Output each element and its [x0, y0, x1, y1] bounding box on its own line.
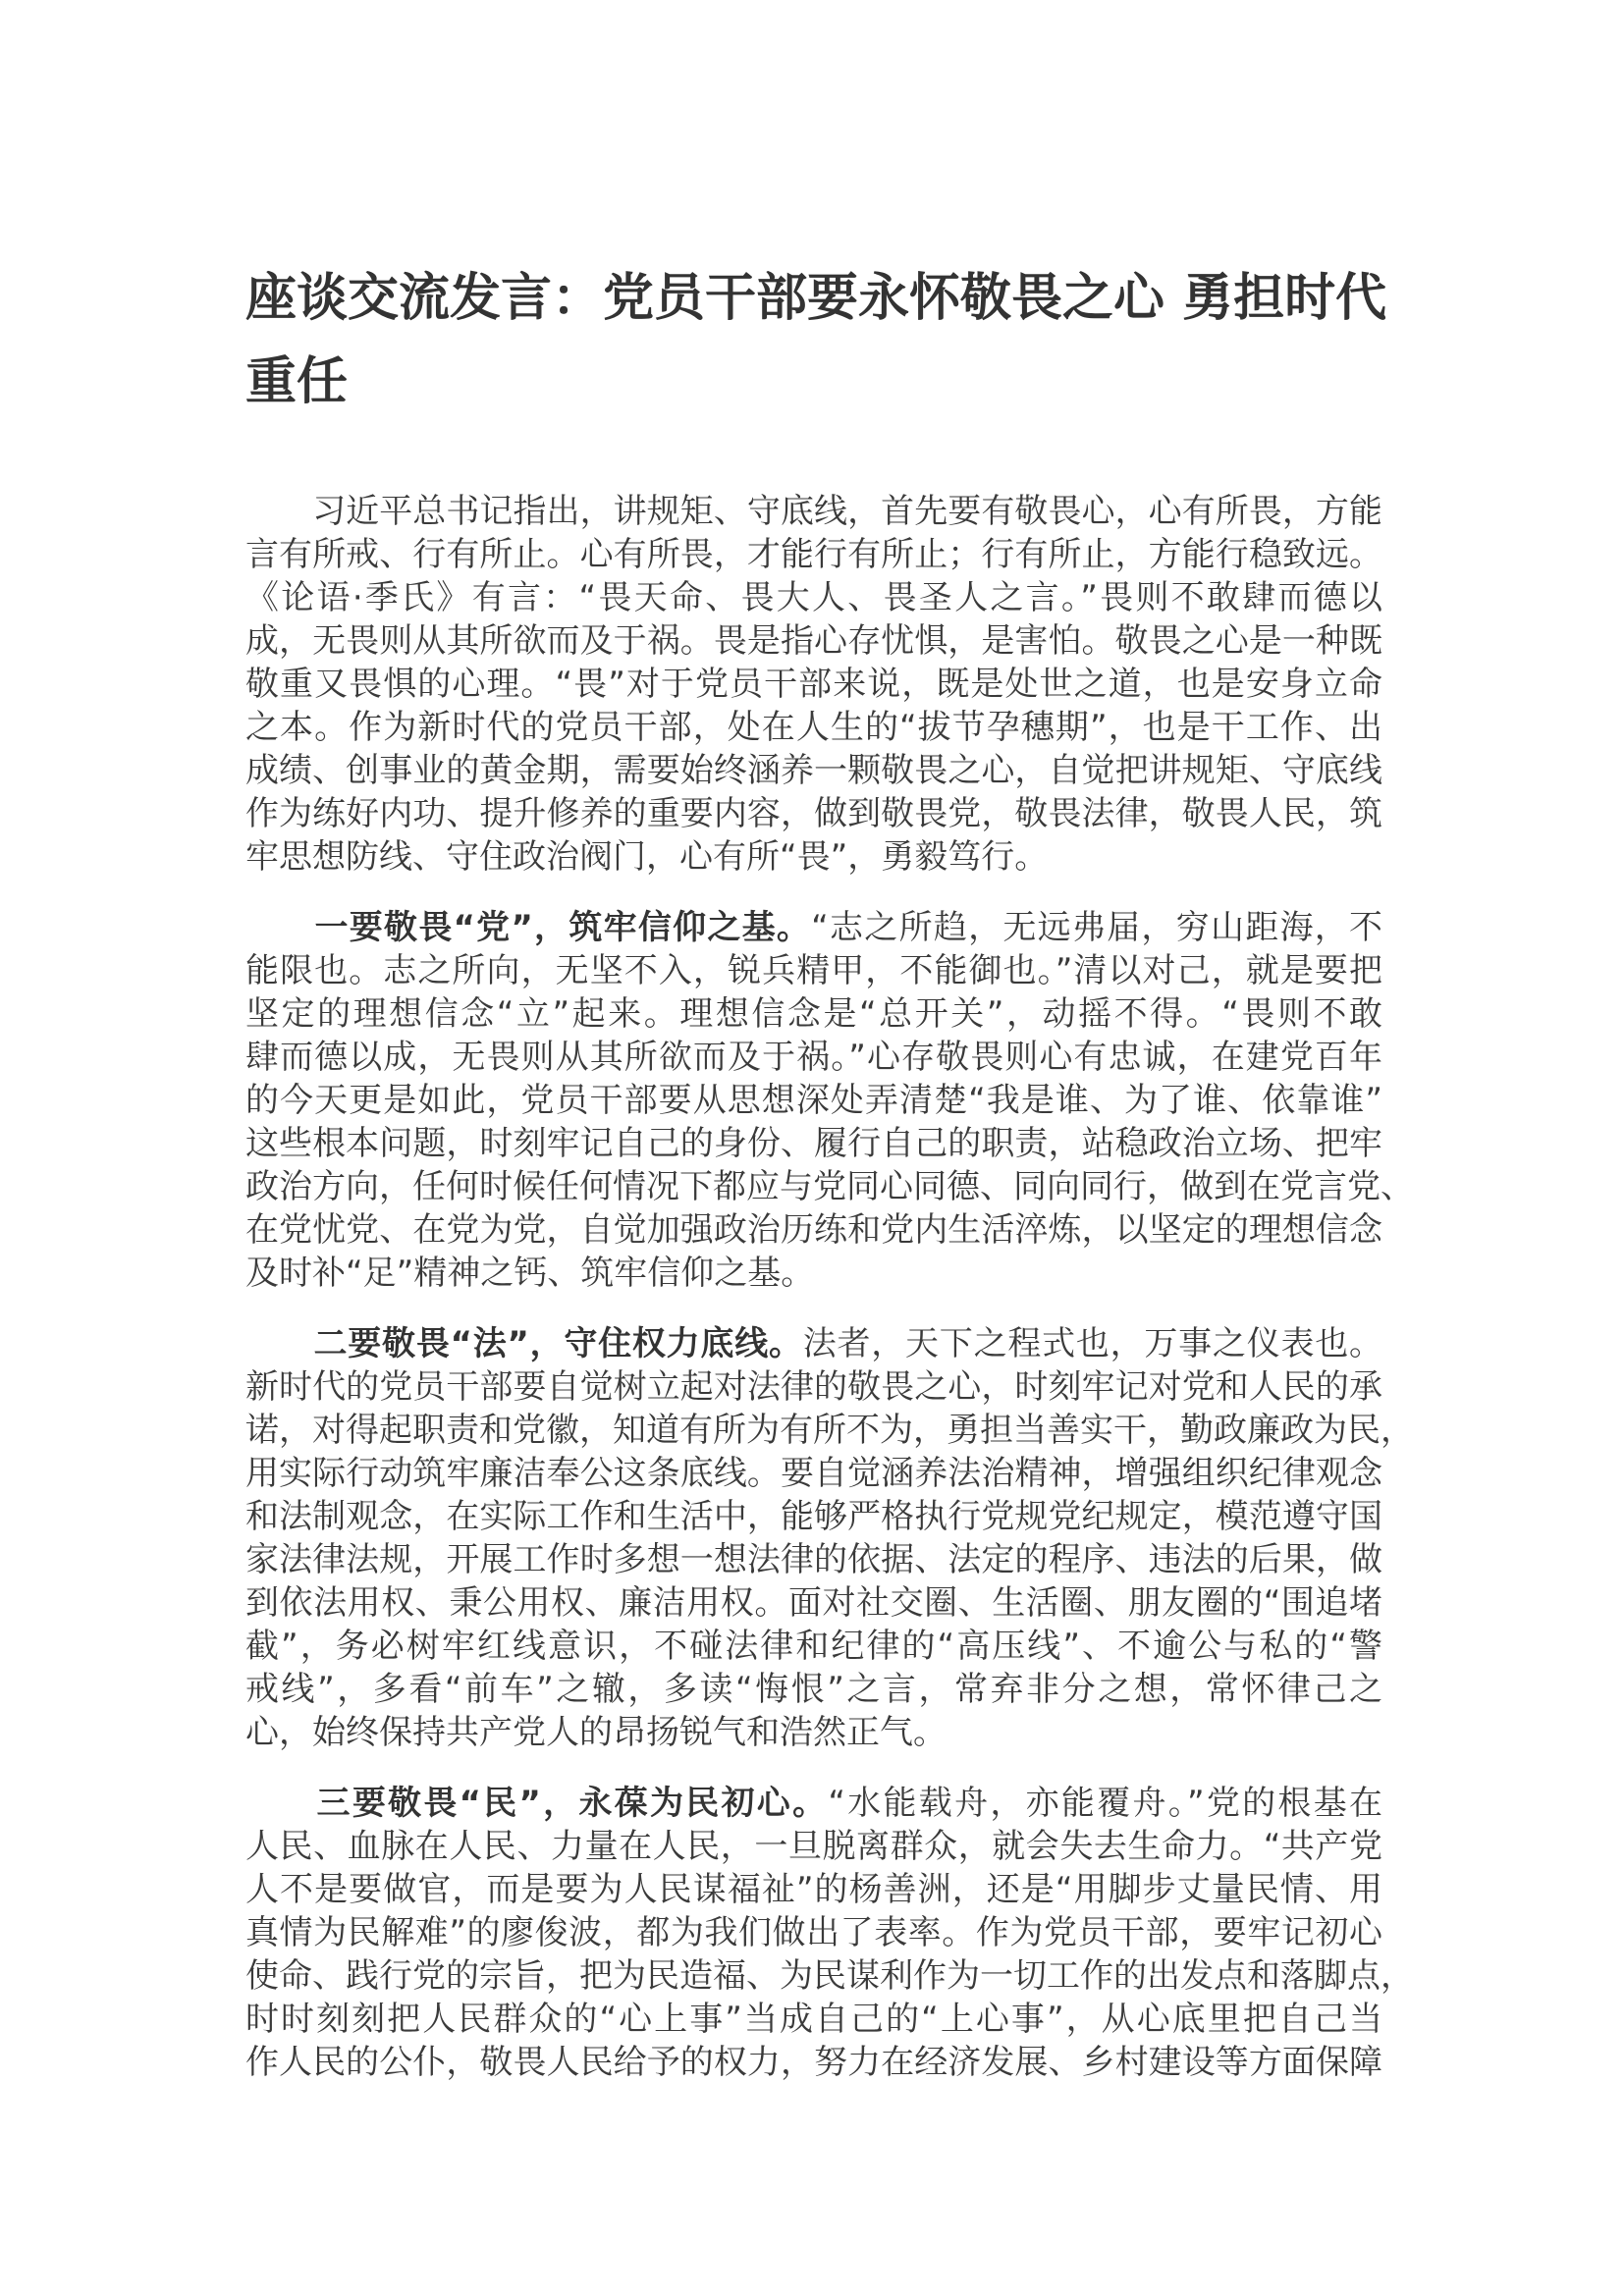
line-text: 使命、践行党的宗旨，把为民造福、为民谋利作为一切工作的出发点和落脚点，: [245, 1956, 1414, 1996]
line-text: 言有所戒、行有所止。心有所畏，才能行有所止；行有所止，方能行稳致远。: [245, 535, 1382, 574]
paragraph: [245, 1782, 1414, 2084]
text-line: [245, 706, 1382, 749]
line-text: 这些根本问题，时刻牢记自己的身份、履行自己的职责，站稳政治立场、把牢: [245, 1124, 1382, 1163]
line-text: 诺，对得起职责和党徽，知道有所为有所不为，勇担当善实干，勤政廉政为民，: [245, 1411, 1414, 1450]
line-text: 肆而德以成，无畏则从其所欲而及于祸。”心存敬畏则心有忠诚，在建党百年: [245, 1038, 1382, 1077]
paragraph: [245, 906, 1414, 1295]
line-text: 人民、血脉在人民、力量在人民，一旦脱离群众，就会失去生命力。“共产党: [245, 1827, 1382, 1866]
text-line: [245, 576, 1382, 619]
line-text: 成绩、创事业的黄金期，需要始终涵养一颗敬畏之心，自觉把讲规矩、守底线: [245, 751, 1382, 790]
text-line: [245, 1165, 1414, 1208]
line-text: 人不是要做官，而是要为人民谋福祉”的杨善洲，还是“用脚步丈量民情、用: [245, 1870, 1382, 1909]
paragraph-heading: 二要敬畏“法”，守住权力底线。: [245, 1324, 803, 1363]
line-text: 戒线”，多看“前车”之辙，多读“悔恨”之言，常弃非分之想，常怀律己之: [245, 1670, 1382, 1709]
line-text: 法者，天下之程式也，万事之仪表也。: [802, 1324, 1382, 1363]
line-text: 作人民的公仆，敬畏人民给予的权力，努力在经济发展、乡村建设等方面保障: [245, 2043, 1382, 2082]
line-text: 坚定的理想信念“立”起来。理想信念是“总开关”，动摇不得。“畏则不敢: [245, 994, 1382, 1034]
text-line: [245, 663, 1382, 706]
text-line: [245, 533, 1382, 576]
line-text: 《论语·季氏》有言：“畏天命、畏大人、畏圣人之言。”畏则不敢肆而德以: [245, 578, 1382, 617]
line-text: 敬重又畏惧的心理。“畏”对于党员干部来说，既是处世之道，也是安身立命: [245, 665, 1382, 704]
text-line: [245, 1581, 1382, 1625]
text-line: [245, 619, 1382, 663]
text-line: [245, 1625, 1382, 1668]
text-line: [245, 1998, 1382, 2041]
text-line: [245, 1452, 1382, 1495]
text-line: [245, 1538, 1382, 1581]
line-text: 牢思想防线、守住政治阀门，心有所“畏”，勇毅笃行。: [245, 837, 1049, 877]
line-text: 家法律法规，开展工作时多想一想法律的依据、法定的程序、违法的后果，做: [245, 1540, 1382, 1579]
text-line: [245, 1868, 1382, 1911]
text-line: [245, 1409, 1414, 1452]
line-text: “志之所趋，无远弗届，穷山距海，不: [811, 908, 1382, 947]
line-text: 成，无畏则从其所欲而及于祸。畏是指心存忧惧，是害怕。敬畏之心是一种既: [245, 621, 1382, 661]
page-title: [245, 257, 1387, 424]
text-line: [245, 1252, 1382, 1295]
text-line: [245, 1782, 1382, 1825]
line-text: 用实际行动筑牢廉洁奉公这条底线。要自觉涵养法治精神，增强组织纪律观念: [245, 1454, 1382, 1493]
line-text: 在党忧党、在党为党，自觉加强政治历练和党内生活淬炼，以坚定的理想信念: [245, 1210, 1382, 1250]
line-text: 及时补“足”精神之钙、筑牢信仰之基。: [245, 1254, 815, 1293]
text-line: [245, 2041, 1382, 2084]
text-line: [245, 1495, 1382, 1538]
text-line: [245, 749, 1382, 792]
line-text: 和法制观念，在实际工作和生活中，能够严格执行党规党纪规定，模范遵守国: [245, 1497, 1382, 1536]
line-text: 新时代的党员干部要自觉树立起对法律的敬畏之心，时刻牢记对党和人民的承: [245, 1367, 1382, 1407]
title-line: 重任: [245, 352, 349, 411]
line-text: 截”，务必树牢红线意识，不碰法律和纪律的“高压线”、不逾公与私的“警: [245, 1627, 1382, 1666]
text-line: [245, 1365, 1382, 1409]
text-line: [245, 1825, 1382, 1868]
text-line: [245, 992, 1382, 1036]
text-line: [245, 835, 1382, 879]
text-line: [245, 1322, 1382, 1365]
line-text: 真情为民解难”的廖俊波，都为我们做出了表率。作为党员干部，要牢记初心: [245, 1913, 1382, 1952]
line-text: 习近平总书记指出，讲规矩、守底线，首先要有敬畏心，心有所畏，方能: [245, 492, 1382, 531]
text-line: [245, 1079, 1382, 1122]
document-body: [245, 490, 1414, 2111]
line-text: 之本。作为新时代的党员干部，处在人生的“拔节孕穗期”，也是干工作、出: [245, 708, 1382, 747]
title-line: 座谈交流发言：党员干部要永怀敬畏之心 勇担时代: [245, 269, 1387, 328]
text-line: [245, 949, 1382, 992]
line-text: 能限也。志之所向，无坚不入，锐兵精甲，不能御也。”清以对己，就是要把: [245, 951, 1382, 990]
line-text: 的今天更是如此，党员干部要从思想深处弄清楚“我是谁、为了谁、依靠谁”: [245, 1081, 1382, 1120]
line-text: “水能载舟，亦能覆舟。”党的根基在: [828, 1784, 1382, 1823]
line-text: 作为练好内功、提升修养的重要内容，做到敬畏党，敬畏法律，敬畏人民，筑: [245, 794, 1382, 833]
line-text: 心，始终保持共产党人的昂扬锐气和浩然正气。: [245, 1713, 947, 1752]
text-line: [245, 1668, 1382, 1711]
line-text: 政治方向，任何时候任何情况下都应与党同心同德、同向同行，做到在党言党、: [245, 1167, 1414, 1206]
text-line: [245, 906, 1382, 949]
line-text: 到依法用权、秉公用权、廉洁用权。面对社交圈、生活圈、朋友圈的“围追堵: [245, 1583, 1382, 1623]
paragraph-heading: 三要敬畏“民”，永葆为民初心。: [245, 1784, 829, 1823]
text-line: [245, 490, 1382, 533]
text-line: [245, 1208, 1382, 1252]
paragraph: [245, 1322, 1414, 1754]
text-line: [245, 1954, 1414, 1998]
text-line: [245, 1036, 1382, 1079]
text-line: [245, 792, 1382, 835]
text-line: [245, 1911, 1382, 1954]
text-line: [245, 1711, 1382, 1754]
text-line: [245, 1122, 1382, 1165]
paragraph-heading: 一要敬畏“党”，筑牢信仰之基。: [245, 908, 812, 947]
paragraph: [245, 490, 1382, 879]
line-text: 时时刻刻把人民群众的“心上事”当成自己的“上心事”，从心底里把自己当: [245, 2000, 1382, 2039]
